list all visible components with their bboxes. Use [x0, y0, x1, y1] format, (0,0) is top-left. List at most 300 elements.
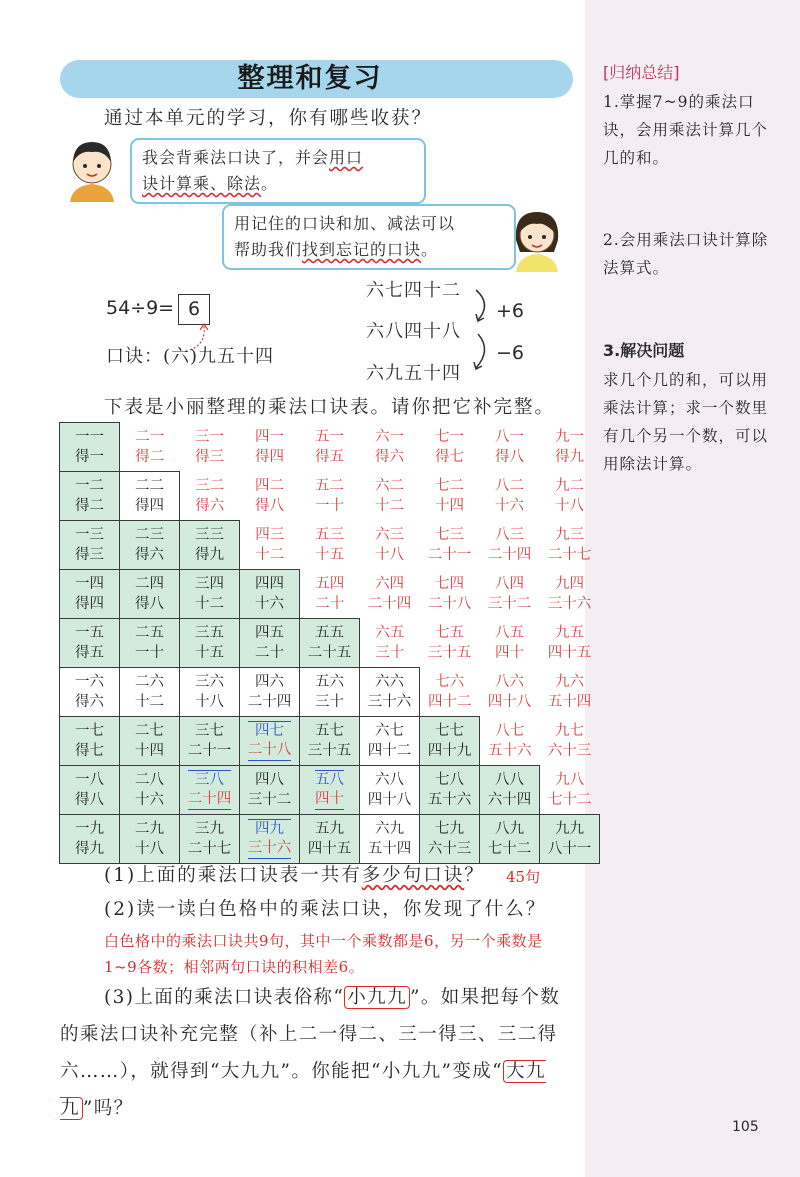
girl-bubble-end: 。 — [421, 240, 439, 259]
cell-factors: 八七 — [495, 722, 525, 739]
cell-product: 得九 — [195, 547, 224, 563]
cell-factors: 三三 — [195, 527, 224, 543]
cell-product: 得五 — [75, 645, 104, 661]
cell-product: 六十三 — [427, 841, 472, 857]
cell-product: 三十 — [315, 694, 344, 710]
table-cell — [240, 521, 300, 570]
cell-factors: 八四 — [495, 576, 524, 592]
table-cell — [180, 815, 240, 864]
cell-factors: 一八 — [75, 772, 104, 788]
table-cell — [60, 423, 120, 472]
cell-product: 得三 — [75, 547, 104, 563]
cell-factors: 六六 — [375, 674, 404, 690]
table-cell — [300, 815, 360, 864]
cell-product: 得八 — [75, 792, 104, 808]
table-cell — [420, 815, 480, 864]
cell-factors: 九七 — [555, 723, 584, 739]
cell-factors: 一三 — [75, 527, 104, 543]
table-cell — [180, 668, 240, 717]
boy-bubble-text: 我会背乘法口诀了，并会 — [142, 148, 330, 167]
cell-product: 得三 — [195, 449, 224, 465]
table-cell — [60, 668, 120, 717]
cell-product: 二十八 — [427, 596, 472, 612]
cell-factors: 三一 — [195, 429, 224, 445]
cell-factors: 四六 — [255, 674, 284, 690]
cell-product: 得九 — [75, 841, 104, 857]
cell-factors: 九四 — [555, 576, 584, 592]
cell-factors: 六五 — [375, 624, 405, 641]
dajiujiu-box: 大九九 — [60, 1061, 546, 1119]
table-cell — [540, 815, 600, 864]
cell-factors: 八五 — [495, 625, 524, 641]
cell-factors: 二一 — [135, 428, 165, 445]
cell-product: 得四 — [255, 449, 284, 465]
table-cell — [180, 423, 240, 472]
cell-factors: 九三 — [555, 527, 584, 543]
table-intro: 下表是小丽整理的乘法口诀表。请你把它补完整。 — [104, 397, 556, 418]
table-cell — [240, 570, 300, 619]
answer-box: 6 — [178, 294, 210, 325]
table-cell — [120, 766, 180, 815]
cell-product: 十八 — [135, 841, 164, 857]
table-cell — [540, 521, 600, 570]
table-cell — [60, 521, 120, 570]
table-cell — [300, 423, 360, 472]
table-row — [60, 472, 600, 521]
cell-product: 十五 — [195, 645, 224, 661]
table-cell — [300, 570, 360, 619]
cell-factors: 五五 — [315, 625, 344, 641]
cell-factors: 五四 — [315, 575, 345, 592]
cell-factors: 一六 — [75, 674, 104, 690]
cell-factors: 二二 — [135, 478, 164, 494]
cell-product: 得六 — [375, 449, 404, 465]
table-cell — [120, 570, 180, 619]
question-3 — [60, 979, 575, 1127]
table-cell — [360, 472, 420, 521]
boy-speech-bubble — [130, 138, 426, 204]
question-1-answer: 45句 — [506, 868, 541, 886]
table-cell — [360, 570, 420, 619]
cell-product: 二十五 — [307, 645, 352, 661]
table-cell — [300, 472, 360, 521]
cell-product: 得六 — [135, 547, 164, 563]
sidebar-title: [归纳总结] — [603, 63, 680, 82]
table-cell — [120, 717, 180, 766]
table-cell — [480, 423, 540, 472]
cell-factors: 四一 — [255, 429, 284, 445]
cell-product: 得七 — [75, 743, 104, 759]
cell-factors: 一一 — [75, 429, 104, 445]
cell-product: 十八 — [195, 694, 224, 710]
cell-product: 五十四 — [367, 841, 412, 857]
table-cell — [120, 668, 180, 717]
plus-six: +6 — [496, 300, 525, 322]
table-cell — [120, 521, 180, 570]
table-cell — [60, 619, 120, 668]
table-cell — [300, 668, 360, 717]
koujue-row-1: 六七四十二 — [366, 280, 461, 301]
table-cell — [240, 619, 300, 668]
table-cell — [540, 668, 600, 717]
table-cell — [300, 766, 360, 815]
question-1 — [104, 861, 485, 887]
division-equation: 54÷9= — [106, 297, 175, 319]
bracket-arrows — [472, 288, 496, 372]
cell-product: 五十四 — [547, 694, 592, 710]
cell-product: 得八 — [495, 449, 524, 465]
cell-product: 二十 — [255, 645, 284, 661]
cell-product: 二十四 — [367, 596, 412, 612]
cell-factors: 二三 — [135, 527, 164, 543]
cell-product: 十六 — [135, 792, 164, 808]
cell-factors: 七五 — [435, 625, 464, 641]
table-cell — [240, 717, 300, 766]
cell-factors: 四三 — [255, 526, 285, 543]
question-3-text-c: ”吗？ — [82, 1098, 134, 1119]
cell-product: 四十五 — [547, 645, 592, 661]
cell-factors: 四七 — [255, 723, 284, 739]
cell-product: 一十 — [135, 645, 164, 661]
cell-factors: 三二 — [195, 477, 225, 494]
cell-product: 二十四 — [187, 791, 232, 807]
table-cell — [420, 521, 480, 570]
summary-point-2: 2.会用乘法口诀计算除法算式。 — [603, 231, 769, 277]
table-cell — [420, 423, 480, 472]
cell-product: 二十四 — [247, 694, 292, 710]
table-cell — [240, 423, 300, 472]
cell-factors: 九八 — [555, 771, 585, 788]
cell-factors: 三四 — [195, 576, 224, 592]
cell-product: 得九 — [555, 449, 584, 465]
table-cell — [300, 619, 360, 668]
cell-factors: 六八 — [375, 772, 404, 788]
summary-sidebar — [585, 0, 800, 1177]
cell-product: 三十六 — [367, 694, 412, 710]
table-cell — [180, 619, 240, 668]
cell-product: 十八 — [375, 547, 404, 563]
cell-product: 二十一 — [427, 547, 472, 563]
cell-product: 五十六 — [427, 792, 472, 808]
table-cell — [480, 815, 540, 864]
table-cell — [360, 766, 420, 815]
table-cell — [60, 717, 120, 766]
cell-factors: 五一 — [315, 429, 344, 445]
cell-factors: 七七 — [435, 723, 464, 739]
highlighted-koujue — [315, 770, 344, 810]
cell-product: 七十二 — [487, 841, 532, 857]
boy-bubble-wavy-2: 诀计算乘、除法 — [142, 174, 262, 193]
summary-point-1: 1.掌握7~9的乘法口诀，会用乘法计算几个几的和。 — [603, 93, 769, 167]
cell-product: 得八 — [255, 498, 284, 514]
cell-factors: 七一 — [435, 429, 464, 445]
table-row — [60, 766, 600, 815]
cell-product: 十四 — [435, 498, 464, 514]
cell-factors: 一九 — [75, 821, 104, 837]
cell-factors: 四五 — [255, 625, 284, 641]
cell-product: 五十六 — [488, 742, 532, 759]
cell-product: 十二 — [135, 694, 164, 710]
cell-product: 得二 — [135, 448, 165, 465]
cell-factors: 一二 — [75, 478, 104, 494]
cell-factors: 三九 — [195, 821, 224, 837]
question-1-end: ？ — [464, 865, 485, 886]
cell-product: 十八 — [555, 498, 584, 514]
table-cell — [180, 570, 240, 619]
cell-factors: 九一 — [555, 429, 584, 445]
cell-factors: 二九 — [135, 821, 164, 837]
page-number: 105 — [732, 1119, 759, 1135]
cell-product: 二十一 — [187, 743, 232, 759]
table-cell — [240, 815, 300, 864]
girl-bubble-wavy: 找到忘记的口诀 — [302, 240, 422, 259]
cell-product: 二十四 — [487, 547, 532, 563]
table-cell — [360, 423, 420, 472]
cell-product: 三十 — [375, 644, 405, 661]
table-cell — [60, 815, 120, 864]
cell-factors: 九六 — [555, 674, 584, 690]
table-cell — [540, 423, 600, 472]
cell-product: 四十八 — [367, 792, 412, 808]
cell-product: 得八 — [135, 596, 164, 612]
question-3-text-b: ”。如果把每个数的乘法口诀补充完整（补上二一得二、三一得三、三二得六……），就得到“大九九”。你能把“小九九”变成“ — [60, 987, 561, 1082]
cell-factors: 五八 — [315, 772, 344, 788]
question-1-wavy: 多少句口诀 — [361, 865, 465, 886]
cell-product: 二十八 — [247, 742, 292, 758]
cell-product: 得四 — [135, 498, 164, 514]
page-title: 整理和复习 — [237, 63, 383, 94]
table-row — [60, 619, 600, 668]
cell-factors: 六二 — [375, 478, 404, 494]
cell-product: 十二 — [375, 498, 404, 514]
minus-six: −6 — [496, 342, 525, 364]
cell-product: 得二 — [75, 498, 104, 514]
cell-product: 十四 — [135, 743, 164, 759]
table-row — [60, 717, 600, 766]
table-cell — [60, 766, 120, 815]
cell-product: 三十六 — [247, 840, 292, 856]
cell-factors: 八一 — [495, 429, 524, 445]
cell-factors: 二六 — [135, 674, 164, 690]
cell-factors: 八八 — [495, 772, 524, 788]
table-cell — [480, 717, 540, 766]
cell-factors: 一七 — [75, 723, 104, 739]
table-cell — [540, 472, 600, 521]
table-cell — [360, 668, 420, 717]
cell-factors: 六九 — [375, 821, 404, 837]
question-2: (2)读一读白色格中的乘法口诀，你发现了什么？ — [104, 899, 547, 920]
cell-product: 二十七 — [547, 547, 592, 563]
cell-product: 四十 — [315, 791, 344, 807]
cell-factors: 八三 — [495, 527, 524, 543]
cell-product: 二十七 — [187, 841, 232, 857]
cell-factors: 六四 — [375, 576, 404, 592]
table-cell — [420, 668, 480, 717]
table-cell — [240, 668, 300, 717]
cell-product: 四十二 — [367, 743, 412, 759]
cell-factors: 三五 — [195, 625, 224, 641]
table-cell — [540, 619, 600, 668]
table-cell — [60, 570, 120, 619]
table-cell — [180, 766, 240, 815]
cell-product: 四十九 — [427, 743, 472, 759]
cell-product: 四十八 — [487, 694, 532, 710]
cell-product: 十二 — [255, 546, 285, 563]
cell-product: 七十二 — [548, 791, 592, 808]
cell-factors: 二五 — [135, 625, 164, 641]
cell-factors: 九五 — [555, 625, 584, 641]
table-cell — [480, 570, 540, 619]
table-cell — [120, 619, 180, 668]
cell-factors: 二七 — [135, 723, 164, 739]
table-cell — [480, 521, 540, 570]
koujue-row-2: 六八四十八 — [366, 321, 461, 342]
cell-factors: 八六 — [495, 674, 524, 690]
koujue-row-3: 六九五十四 — [366, 363, 461, 384]
cell-product: 二十 — [315, 595, 345, 612]
cell-factors: 一五 — [75, 625, 104, 641]
table-cell — [240, 472, 300, 521]
cell-product: 三十五 — [427, 645, 472, 661]
table-cell — [180, 717, 240, 766]
table-cell — [120, 472, 180, 521]
cell-product: 得五 — [315, 449, 344, 465]
cell-product: 得七 — [435, 449, 464, 465]
table-cell — [420, 619, 480, 668]
table-cell — [420, 570, 480, 619]
xiaojiujiu-box: 小九九 — [344, 986, 410, 1009]
cell-factors: 四二 — [255, 478, 284, 494]
summary-heading-3: 3.解决问题 — [603, 341, 685, 360]
table-cell — [240, 766, 300, 815]
table-row — [60, 521, 600, 570]
table-row — [60, 570, 600, 619]
table-cell — [120, 815, 180, 864]
table-cell — [360, 521, 420, 570]
table-cell — [420, 766, 480, 815]
table-cell — [540, 766, 600, 815]
cell-factors: 三六 — [195, 674, 224, 690]
question-1-text: (1)上面的乘法口诀表一共有 — [104, 865, 362, 886]
cell-factors: 五七 — [315, 723, 344, 739]
girl-speech-bubble — [222, 204, 516, 270]
table-cell — [120, 423, 180, 472]
cell-product: 三十二 — [247, 792, 292, 808]
cell-product: 三十二 — [487, 596, 532, 612]
table-cell — [360, 815, 420, 864]
boy-bubble-wavy: 用口 — [329, 148, 364, 167]
cell-factors: 七三 — [435, 527, 464, 543]
table-cell — [360, 619, 420, 668]
table-cell — [480, 766, 540, 815]
boy-avatar — [64, 136, 120, 202]
cell-factors: 七六 — [435, 673, 465, 690]
koujue-line: 口诀：(六)九五十四 — [106, 346, 275, 367]
cell-factors: 九二 — [555, 478, 584, 494]
cell-factors: 三七 — [195, 723, 224, 739]
cell-product: 六十三 — [547, 743, 592, 759]
cell-factors: 七八 — [435, 772, 464, 788]
highlighted-koujue — [188, 770, 232, 810]
cell-product: 十六 — [495, 498, 524, 514]
table-cell — [540, 717, 600, 766]
table-cell — [360, 717, 420, 766]
cell-product: 六十四 — [487, 792, 532, 808]
cell-factors: 五三 — [315, 527, 344, 543]
cell-factors: 三八 — [195, 772, 224, 788]
highlighted-koujue — [248, 819, 292, 859]
girl-avatar — [508, 206, 566, 272]
cell-factors: 四四 — [255, 576, 284, 592]
multiplication-table — [59, 422, 600, 864]
cell-product: 十二 — [195, 596, 224, 612]
cell-product: 四十二 — [428, 693, 472, 710]
table-cell — [480, 668, 540, 717]
question-3-text-a: (3)上面的乘法口诀表俗称“ — [104, 987, 345, 1008]
cell-factors: 七二 — [435, 478, 464, 494]
table-cell — [300, 521, 360, 570]
table-cell — [300, 717, 360, 766]
cell-factors: 六一 — [375, 429, 404, 445]
cell-factors: 六七 — [375, 723, 404, 739]
cell-factors: 四九 — [255, 821, 284, 837]
cell-product: 四十五 — [307, 841, 352, 857]
cell-factors: 五六 — [315, 674, 344, 690]
girl-bubble-text-2: 帮助我们 — [234, 240, 303, 259]
cell-factors: 二四 — [135, 576, 164, 592]
cell-factors: 八九 — [495, 821, 524, 837]
cell-factors: 七九 — [435, 821, 464, 837]
intro-question: 通过本单元的学习，你有哪些收获？ — [104, 108, 433, 129]
cell-product: 十五 — [315, 547, 344, 563]
cell-product: 得一 — [75, 449, 104, 465]
table-cell — [540, 570, 600, 619]
cell-factors: 二八 — [135, 772, 164, 788]
cell-factors: 四八 — [255, 772, 284, 788]
cell-product: 一十 — [315, 498, 344, 514]
cell-factors: 一四 — [75, 576, 104, 592]
table-cell — [180, 521, 240, 570]
boy-bubble-end: 。 — [261, 174, 279, 193]
cell-product: 八十一 — [547, 841, 592, 857]
table-cell — [420, 717, 480, 766]
cell-product: 三十五 — [307, 743, 352, 759]
cell-product: 得四 — [75, 596, 104, 612]
highlighted-koujue — [248, 721, 292, 761]
cell-product: 十六 — [255, 596, 284, 612]
cell-product: 得六 — [75, 694, 104, 710]
cell-product: 三十六 — [547, 596, 592, 612]
summary-point-3: 求几个几的和，可以用乘法计算；求一个数里有几个另一个数，可以用除法计算。 — [603, 371, 769, 473]
table-cell — [180, 472, 240, 521]
table-cell — [420, 472, 480, 521]
girl-bubble-text: 用记住的口诀和加、减法可以 — [234, 214, 456, 233]
cell-factors: 九九 — [555, 821, 584, 837]
question-2-answer: 白色格中的乘法口诀共9句，其中一个乘数都是6，另一个乘数是1~9各数；相邻两句口诀的积相差6。 — [104, 932, 543, 976]
cell-factors: 七四 — [435, 576, 464, 592]
table-cell — [480, 619, 540, 668]
table-cell — [480, 472, 540, 521]
cell-factors: 五九 — [315, 821, 344, 837]
cell-factors: 六三 — [375, 527, 404, 543]
cell-product: 得六 — [195, 497, 225, 514]
table-row — [60, 815, 600, 864]
table-cell — [60, 472, 120, 521]
cell-factors: 五二 — [315, 478, 344, 494]
cell-product: 四十 — [495, 645, 524, 661]
cell-factors: 八二 — [495, 478, 524, 494]
table-row — [60, 423, 600, 472]
